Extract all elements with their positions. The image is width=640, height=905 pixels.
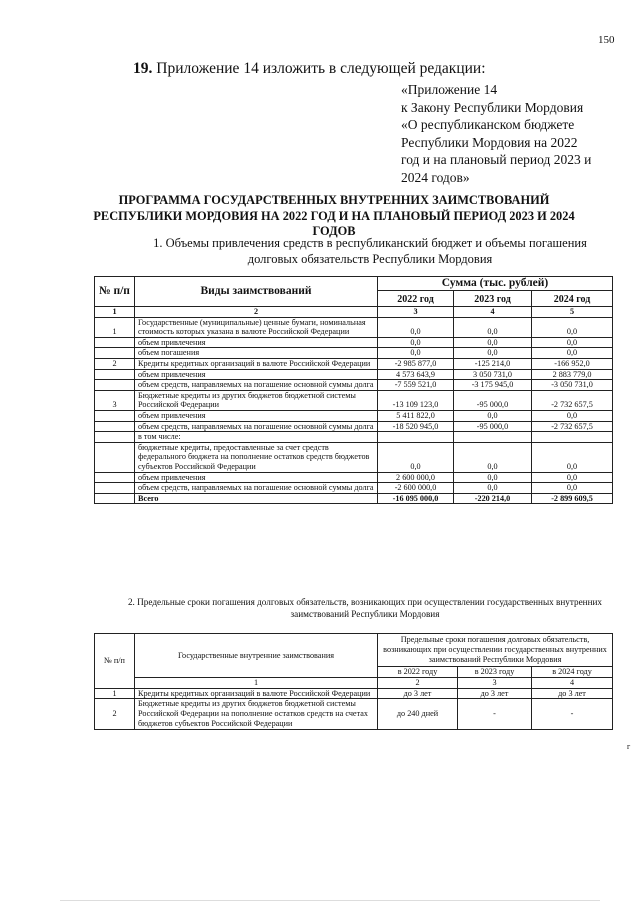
borrowing-name: объем средств, направляемых на погашение основной суммы долга	[135, 421, 378, 432]
value-2022: 2 600 000,0	[378, 472, 454, 483]
table-row	[95, 421, 613, 432]
header-repayment-terms: Предельные сроки погашения долговых обязательств, возникающих при осуществлении государственных внутренних заимствований Республики Мордовия	[378, 634, 613, 667]
section-2-title-line: 2. Предельные сроки погашения долговых обязательств, возникающих при осуществлении государственных внутренних	[127, 597, 603, 607]
item-19-heading	[133, 60, 486, 78]
header-year-2022: 2022 год	[378, 291, 454, 307]
appendix-line: «О республиканском бюджете	[401, 117, 575, 133]
row-number: 2	[95, 699, 135, 729]
table-row	[95, 380, 613, 391]
term-2022: до 240 дней	[378, 699, 458, 729]
row-number	[95, 421, 135, 432]
appendix-line: к Закону Республики Мордовия	[401, 99, 584, 115]
header-num: № п/п	[95, 277, 135, 307]
table-row	[95, 442, 613, 472]
value-2023: 0,0	[454, 442, 532, 472]
row-number: 1	[95, 688, 135, 699]
appendix-line: 2024 годов»	[401, 169, 470, 185]
column-number: 3	[378, 307, 454, 318]
borrowing-name: Всего	[135, 493, 378, 504]
column-number: 3	[458, 677, 532, 688]
borrowing-name: объем привлечения	[135, 369, 378, 380]
row-number	[95, 348, 135, 359]
table-row	[95, 432, 613, 443]
column-number: 1	[95, 307, 135, 318]
value-2022: 4 573 643,9	[378, 369, 454, 380]
value-2023: 0,0	[454, 472, 532, 483]
term-2023: -	[458, 699, 532, 729]
value-2024: -2 732 657,5	[532, 390, 613, 410]
item-19-number: 19.	[133, 60, 153, 77]
row-number: 1	[95, 317, 135, 337]
term-2024: до 3 лет	[532, 688, 613, 699]
section-1-title-line: долговых обязательств Республики Мордовия	[247, 251, 493, 266]
table-row	[95, 493, 613, 504]
value-2022: -13 109 123,0	[378, 390, 454, 410]
table-row	[95, 688, 613, 699]
page-bottom-line	[60, 900, 600, 901]
column-number: 2	[135, 307, 378, 318]
borrowing-name: в том числе:	[135, 432, 378, 443]
column-number: 4	[532, 677, 613, 688]
section-2-title	[95, 596, 635, 620]
borrowing-name: объем привлечения	[135, 472, 378, 483]
header-borrowing-type: Виды заимствований	[135, 277, 378, 307]
header-year-2023: в 2023 году	[458, 667, 532, 678]
row-number	[95, 483, 135, 494]
row-number	[95, 369, 135, 380]
item-19-text: Приложение 14 изложить в следующей редакции:	[156, 60, 486, 77]
term-2023: до 3 лет	[458, 688, 532, 699]
borrowing-name: бюджетные кредиты, предоставленные за счет средств федерального бюджета на пополнение остатков средств бюджетов субъектов Российской Федерации	[135, 442, 378, 472]
value-2024: 0,0	[532, 348, 613, 359]
value-2024: 0,0	[532, 483, 613, 494]
value-2024: 0,0	[532, 442, 613, 472]
value-2022: -7 559 521,0	[378, 380, 454, 391]
table-row	[95, 317, 613, 337]
header-borrowing-type: Государственные внутренние заимствования	[135, 634, 378, 678]
value-2023: 3 050 731,0	[454, 369, 532, 380]
value-2022: -2 600 000,0	[378, 483, 454, 494]
value-2024: -2 899 609,5	[532, 493, 613, 504]
repayment-terms-table	[94, 633, 613, 730]
header-num: № п/п	[95, 634, 135, 689]
table-row	[95, 348, 613, 359]
value-2024: -2 732 657,5	[532, 421, 613, 432]
value-2022	[378, 432, 454, 443]
value-2024: 0,0	[532, 472, 613, 483]
table-row	[95, 472, 613, 483]
table-row	[95, 699, 613, 729]
table-1-body	[95, 317, 613, 504]
value-2024	[532, 432, 613, 443]
value-2023: 0,0	[454, 337, 532, 348]
value-2023: 0,0	[454, 317, 532, 337]
borrowing-name: объем привлечения	[135, 410, 378, 421]
value-2023	[454, 432, 532, 443]
row-number	[95, 380, 135, 391]
program-title	[84, 193, 584, 240]
borrowing-volumes-table	[94, 276, 613, 504]
value-2022: -18 520 945,0	[378, 421, 454, 432]
value-2024: -3 050 731,0	[532, 380, 613, 391]
value-2024: 2 883 779,0	[532, 369, 613, 380]
row-number: 3	[95, 390, 135, 410]
margin-mark: г	[627, 742, 631, 751]
value-2023: -220 214,0	[454, 493, 532, 504]
table-row	[95, 483, 613, 494]
value-2022: 5 411 822,0	[378, 410, 454, 421]
value-2023: -95 000,0	[454, 421, 532, 432]
section-1-title-line: 1. Объемы привлечения средств в республиканский бюджет и объемы погашения	[153, 236, 587, 250]
table-row	[95, 390, 613, 410]
appendix-reference	[401, 81, 621, 187]
value-2023: 0,0	[454, 348, 532, 359]
table-row	[95, 358, 613, 369]
table-row	[95, 369, 613, 380]
value-2022: 0,0	[378, 317, 454, 337]
row-number	[95, 337, 135, 348]
row-number	[95, 493, 135, 504]
value-2023: -125 214,0	[454, 358, 532, 369]
section-1-title	[120, 236, 620, 267]
value-2022: -2 985 877,0	[378, 358, 454, 369]
header-year-2022: в 2022 году	[378, 667, 458, 678]
borrowing-name: объем привлечения	[135, 337, 378, 348]
column-number: 4	[454, 307, 532, 318]
header-year-2024: 2024 год	[532, 291, 613, 307]
value-2022: -16 095 000,0	[378, 493, 454, 504]
page-number: 150	[598, 34, 615, 46]
value-2022: 0,0	[378, 337, 454, 348]
borrowing-name: Кредиты кредитных организаций в валюте Российской Федерации	[135, 358, 378, 369]
table-row	[95, 337, 613, 348]
value-2023: -95 000,0	[454, 390, 532, 410]
program-title-line: ПРОГРАММА ГОСУДАРСТВЕННЫХ ВНУТРЕННИХ ЗАИМСТВОВАНИЙ	[118, 193, 550, 207]
program-title-line: РЕСПУБЛИКИ МОРДОВИЯ НА 2022 ГОД И НА ПЛАНОВЫЙ ПЕРИОД 2023 И 2024	[93, 208, 575, 223]
value-2024: -166 952,0	[532, 358, 613, 369]
value-2024: 0,0	[532, 317, 613, 337]
header-year-2024: в 2024 году	[532, 667, 613, 678]
term-2022: до 3 лет	[378, 688, 458, 699]
row-number: 2	[95, 358, 135, 369]
value-2024: 0,0	[532, 410, 613, 421]
row-number	[95, 442, 135, 472]
value-2022: 0,0	[378, 348, 454, 359]
borrowing-name: объем погашения	[135, 348, 378, 359]
borrowing-name: объем средств, направляемых на погашение основной суммы долга	[135, 380, 378, 391]
value-2022: 0,0	[378, 442, 454, 472]
row-number	[95, 410, 135, 421]
term-2024: -	[532, 699, 613, 729]
column-number: 2	[378, 677, 458, 688]
value-2023: -3 175 945,0	[454, 380, 532, 391]
borrowing-name: Кредиты кредитных организаций в валюте Российской Федерации	[135, 688, 378, 699]
table-row	[95, 410, 613, 421]
value-2024: 0,0	[532, 337, 613, 348]
row-number	[95, 432, 135, 443]
value-2023: 0,0	[454, 410, 532, 421]
appendix-line: год и на плановый период 2023 и	[401, 152, 592, 168]
borrowing-name: Бюджетные кредиты из других бюджетов бюджетной системы Российской Федерации	[135, 390, 378, 410]
section-2-title-line: заимствований Республики Мордовия	[290, 609, 440, 619]
table-2-body	[95, 688, 613, 729]
column-number: 1	[135, 677, 378, 688]
appendix-line: «Приложение 14	[401, 82, 498, 97]
header-sum: Сумма (тыс. рублей)	[378, 277, 613, 291]
value-2023: 0,0	[454, 483, 532, 494]
borrowing-name: объем средств, направляемых на погашение основной суммы долга	[135, 483, 378, 494]
borrowing-name: Государственные (муниципальные) ценные бумаги, номинальная стоимость которых указана в валюте Российской Федерации	[135, 317, 378, 337]
appendix-line: Республики Мордовия на 2022	[401, 134, 578, 150]
column-number: 5	[532, 307, 613, 318]
program-title-line: ГОДОВ	[312, 224, 356, 238]
borrowing-name: Бюджетные кредиты из других бюджетов бюджетной системы Российской Федерации на пополнение остатков средств на счетах бюджетов субъектов Российской Федерации	[135, 699, 378, 729]
header-year-2023: 2023 год	[454, 291, 532, 307]
row-number	[95, 472, 135, 483]
